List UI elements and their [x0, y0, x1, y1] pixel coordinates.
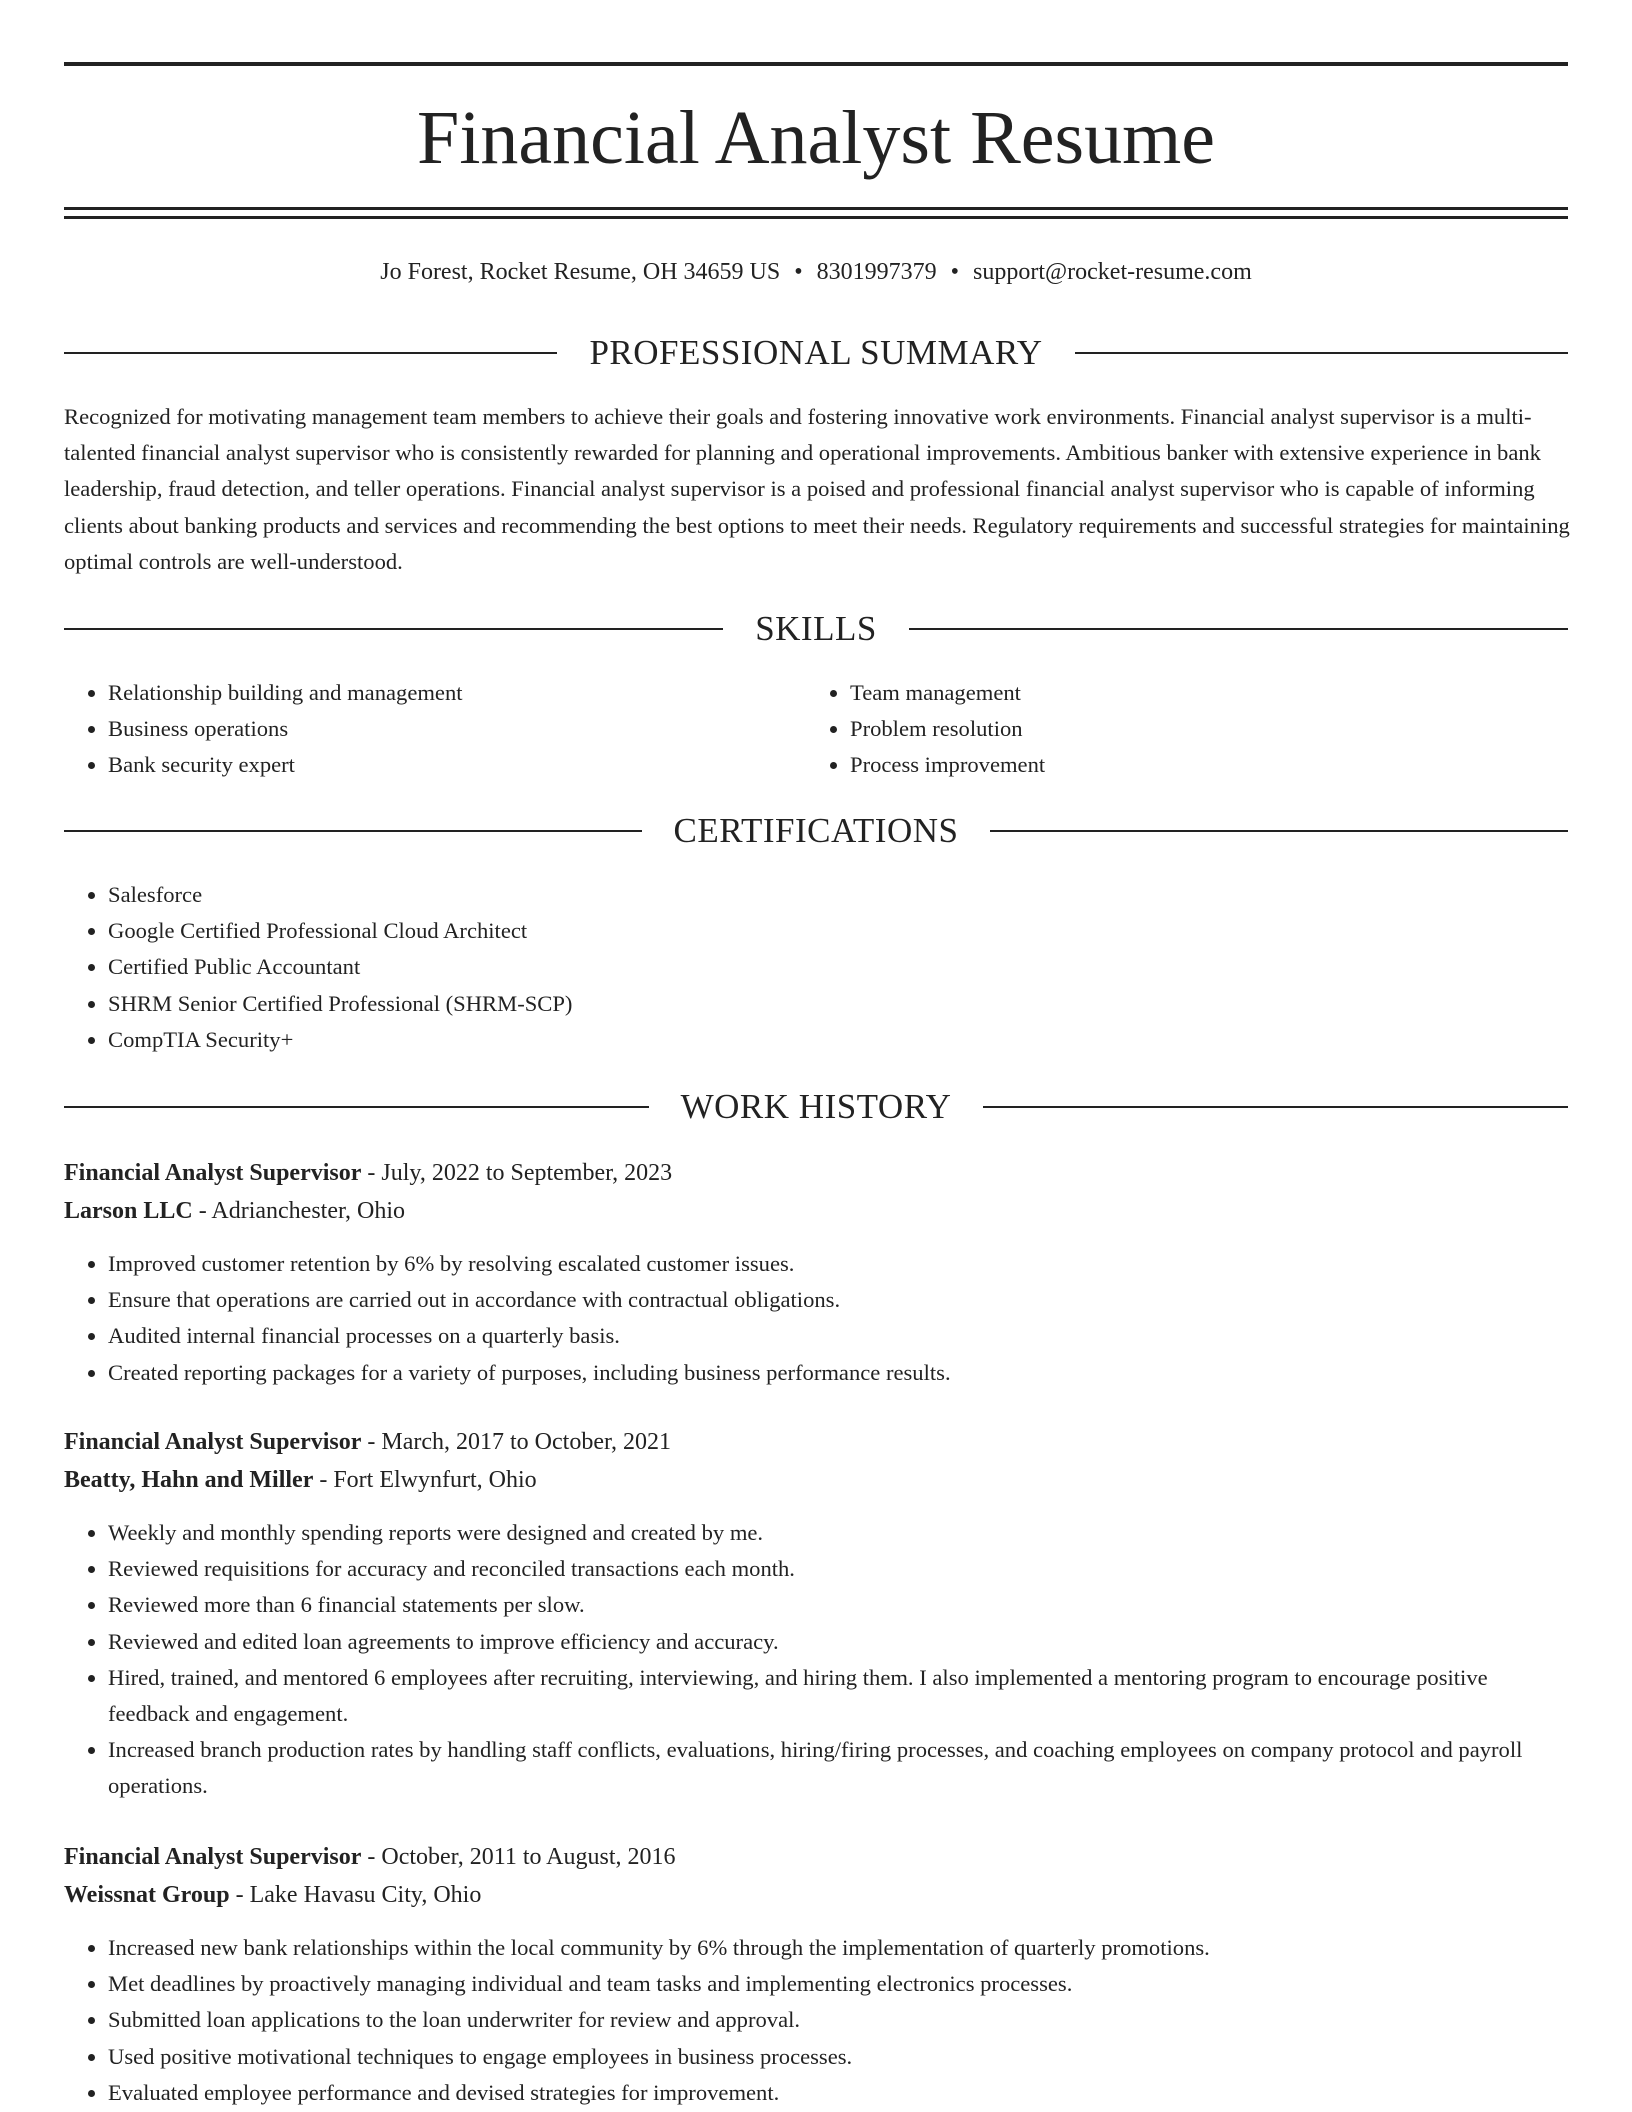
page-title: Financial Analyst Resume [417, 96, 1215, 180]
contact-separator: • [794, 259, 803, 285]
job-entry [64, 1154, 1568, 1391]
contact-email: support@rocket-resume.com [973, 259, 1252, 285]
divider [1075, 352, 1568, 354]
job-bullet: • Weekly and monthly spending reports were designed and created by me. [108, 1515, 1568, 1551]
skills-left-column [64, 675, 764, 784]
skills-list [806, 675, 1506, 784]
job-bullet: • Submitted loan applications to the loan underwriter for review and approval. [108, 2002, 1568, 2038]
job-company-line [64, 1876, 1568, 1914]
job-company: Larson LLC [64, 1198, 193, 1224]
divider [983, 1106, 1568, 1108]
job-title-line [64, 1154, 1568, 1192]
section-title: CERTIFICATIONS [673, 811, 959, 850]
skill-item: • Team management [850, 675, 1506, 711]
certification-item: • Salesforce [108, 877, 1568, 913]
job-title: Financial Analyst Supervisor [64, 1844, 362, 1870]
divider [990, 830, 1568, 832]
job-location: - Adrianchester, Ohio [192, 1198, 406, 1224]
job-bullet: • Evaluated employee performance and devised strategies for improvement. [108, 2075, 1568, 2111]
skills-list [64, 675, 764, 784]
job-dates: - October, 2011 to August, 2016 [361, 1844, 676, 1870]
skill-item: • Process improvement [850, 747, 1506, 783]
job-bullet: • Created reporting packages for a variety of purposes, including business performance results. [108, 1355, 1568, 1391]
job-company: Beatty, Hahn and Miller [64, 1467, 314, 1493]
work-history-heading [64, 1085, 1568, 1129]
contact-address: Jo Forest, Rocket Resume, OH 34659 US [380, 259, 781, 285]
job-bullet: • Ensure that operations are carried out in accordance with contractual obligations. [108, 1282, 1568, 1318]
job-bullet: • Increased new bank relationships within the local community by 6% through the implementation of quarterly promotions. [108, 1930, 1568, 1966]
job-dates: - July, 2022 to September, 2023 [361, 1160, 673, 1186]
certification-item: • SHRM Senior Certified Professional (SHRM-SCP) [108, 986, 1568, 1022]
certifications-heading [64, 809, 1568, 853]
job-bullets [64, 1930, 1568, 2111]
job-bullets [64, 1515, 1568, 1805]
section-title: WORK HISTORY [680, 1087, 952, 1126]
skills-heading [64, 607, 1568, 651]
certification-item: • CompTIA Security+ [108, 1022, 1568, 1058]
certification-item: • Google Certified Professional Cloud Architect [108, 913, 1568, 949]
job-title: Financial Analyst Supervisor [64, 1160, 362, 1186]
section-title: PROFESSIONAL SUMMARY [589, 333, 1043, 372]
section-title: SKILLS [755, 609, 877, 648]
job-bullet: • Met deadlines by proactively managing individual and team tasks and implementing electronics processes. [108, 1966, 1568, 2002]
skill-item: • Problem resolution [850, 711, 1506, 747]
divider [64, 830, 642, 832]
contact-line [64, 254, 1568, 290]
summary-text: Recognized for motivating management team members to achieve their goals and fostering innovative work environments. Financial analyst supervisor is a multi-talented financial analyst supervisor who is consistently rewarded for planning and operational improvements. Ambitious banker with extensive experience in bank leadership, fraud detection, and teller operations. Financial analyst supervisor is a poised and professional financial analyst supervisor who is capable of informing clients about banking products and services and recommending the best options to meet their needs. Regulatory requirements and successful strategies for maintaining optimal controls are well-understood. [64, 404, 1570, 574]
contact-separator: • [950, 259, 960, 285]
job-company: Weissnat Group [64, 1882, 230, 1908]
top-rule [64, 62, 1568, 66]
certifications-list [64, 877, 1568, 1058]
job-location: - Fort Elwynfurt, Ohio [313, 1467, 537, 1493]
certification-item: • Certified Public Accountant [108, 949, 1568, 985]
skill-item: • Business operations [108, 711, 764, 747]
job-company-line [64, 1461, 1568, 1499]
job-bullet: • Increased branch production rates by handling staff conflicts, evaluations, hiring/firing processes, and coaching employees on company protocol and payroll operations. [108, 1732, 1568, 1804]
job-bullet: • Reviewed requisitions for accuracy and reconciled transactions each month. [108, 1551, 1568, 1587]
job-location: - Lake Havasu City, Ohio [229, 1882, 482, 1908]
divider [64, 352, 557, 354]
job-bullet: • Hired, trained, and mentored 6 employees after recruiting, interviewing, and hiring them. I also implemented a mentoring program to encourage positive feedback and engagement. [108, 1660, 1568, 1732]
job-bullet: • Reviewed more than 6 financial statements per slow. [108, 1587, 1568, 1623]
skill-item: • Relationship building and management [108, 675, 764, 711]
job-bullet: • Used positive motivational techniques to engage employees in business processes. [108, 2039, 1568, 2075]
job-entry [64, 1423, 1568, 1805]
job-title-line [64, 1423, 1568, 1461]
job-entry [64, 1838, 1568, 2111]
skills-right-column [806, 675, 1506, 784]
job-bullet: • Improved customer retention by 6% by resolving escalated customer issues. [108, 1246, 1568, 1282]
job-title-line [64, 1838, 1568, 1876]
job-bullets [64, 1246, 1568, 1391]
job-company-line [64, 1192, 1568, 1230]
title-double-rule [64, 207, 1568, 219]
contact-phone: 8301997379 [816, 259, 937, 285]
divider [64, 1106, 649, 1108]
summary-heading [64, 331, 1568, 375]
job-dates: - March, 2017 to October, 2021 [361, 1429, 672, 1455]
divider [64, 628, 723, 630]
job-title: Financial Analyst Supervisor [64, 1429, 362, 1455]
job-bullet: • Reviewed and edited loan agreements to improve efficiency and accuracy. [108, 1624, 1568, 1660]
divider [909, 628, 1568, 630]
certifications-block [64, 877, 1568, 1058]
skill-item: • Bank security expert [108, 747, 764, 783]
job-bullet: • Audited internal financial processes on a quarterly basis. [108, 1318, 1568, 1354]
